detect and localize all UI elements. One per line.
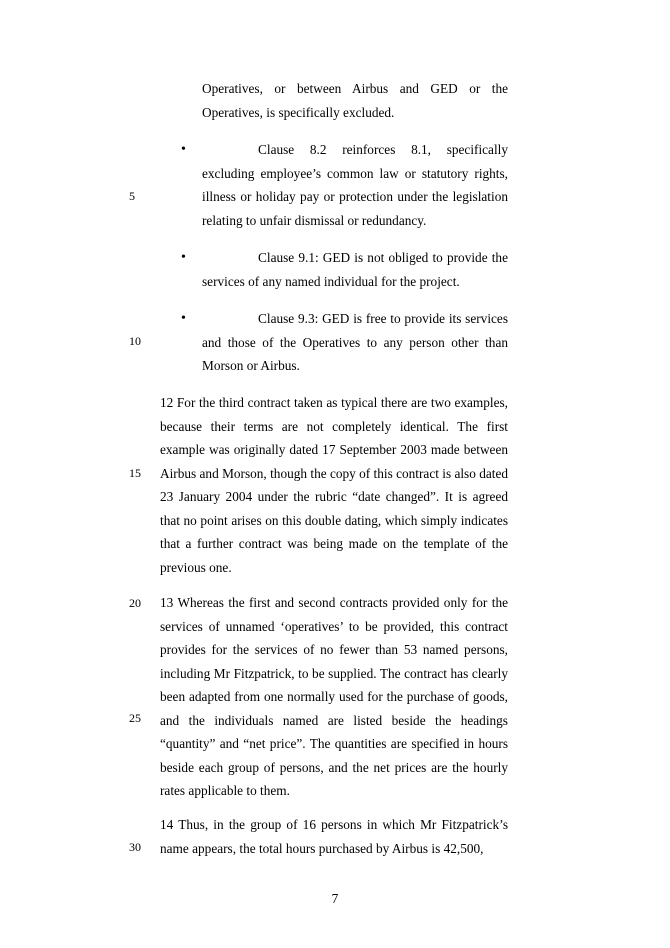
line-number: 10 — [129, 334, 141, 348]
bullet-symbol: • — [181, 250, 186, 265]
bullet-item-text: Clause 9.1: GED is not obliged to provide the services of any named individual for the project. — [202, 250, 508, 289]
paragraph-13: 13 Whereas the first and second contracts provided only for the services of unnamed ‘operatives’ to be provided, this contract provides for the services of no fewer than 53 named persons, including Mr Fitzpatrick, to be supplied. The contract has clearly been adapted from one normally used for the purchase of goods, and the individuals named are listed beside the headings “quantity” and “net price”. The quantities are specified in hours beside each group of persons, and the net prices are the hourly rates applicable to them. — [160, 595, 508, 798]
bullet-item-text: Clause 9.3: GED is free to provide its services and those of the Operatives to any person other than Morson or Airbus. — [202, 311, 508, 373]
bullet-symbol: • — [181, 311, 186, 326]
line-number: 20 — [129, 596, 141, 610]
bullet-item-text: Clause 8.2 reinforces 8.1, specifically excluding employee’s common law or statutory rights, illness or holiday pay or protection under the legislation relating to unfair dismissal or redundancy. — [202, 142, 508, 228]
line-number: 30 — [129, 840, 141, 854]
line-number: 15 — [129, 466, 141, 480]
page-number: 7 — [331, 891, 339, 906]
continued-bullet-text: Operatives, or between Airbus and GED or the Operatives, is specifically excluded. — [202, 81, 508, 120]
bullet-symbol: • — [181, 142, 186, 157]
line-number: 25 — [129, 711, 141, 725]
bullet-item — [202, 138, 508, 232]
bullet-item — [202, 307, 508, 378]
bullet-item — [202, 246, 508, 293]
paragraph-14: 14 Thus, in the group of 16 persons in which Mr Fitzpatrick’s name appears, the total hours purchased by Airbus is 42,500, — [160, 817, 508, 856]
paragraph-12: 12 For the third contract taken as typical there are two examples, because their terms are not completely identical. The first example was originally dated 17 September 2003 made between Airbus and Morson, though the copy of this contract is also dated 23 January 2004 under the rubric “date changed”. It is agreed that no point arises on this double dating, which simply indicates that a further contract was being made on the template of the previous one. — [160, 395, 508, 575]
line-number: 5 — [129, 189, 135, 203]
